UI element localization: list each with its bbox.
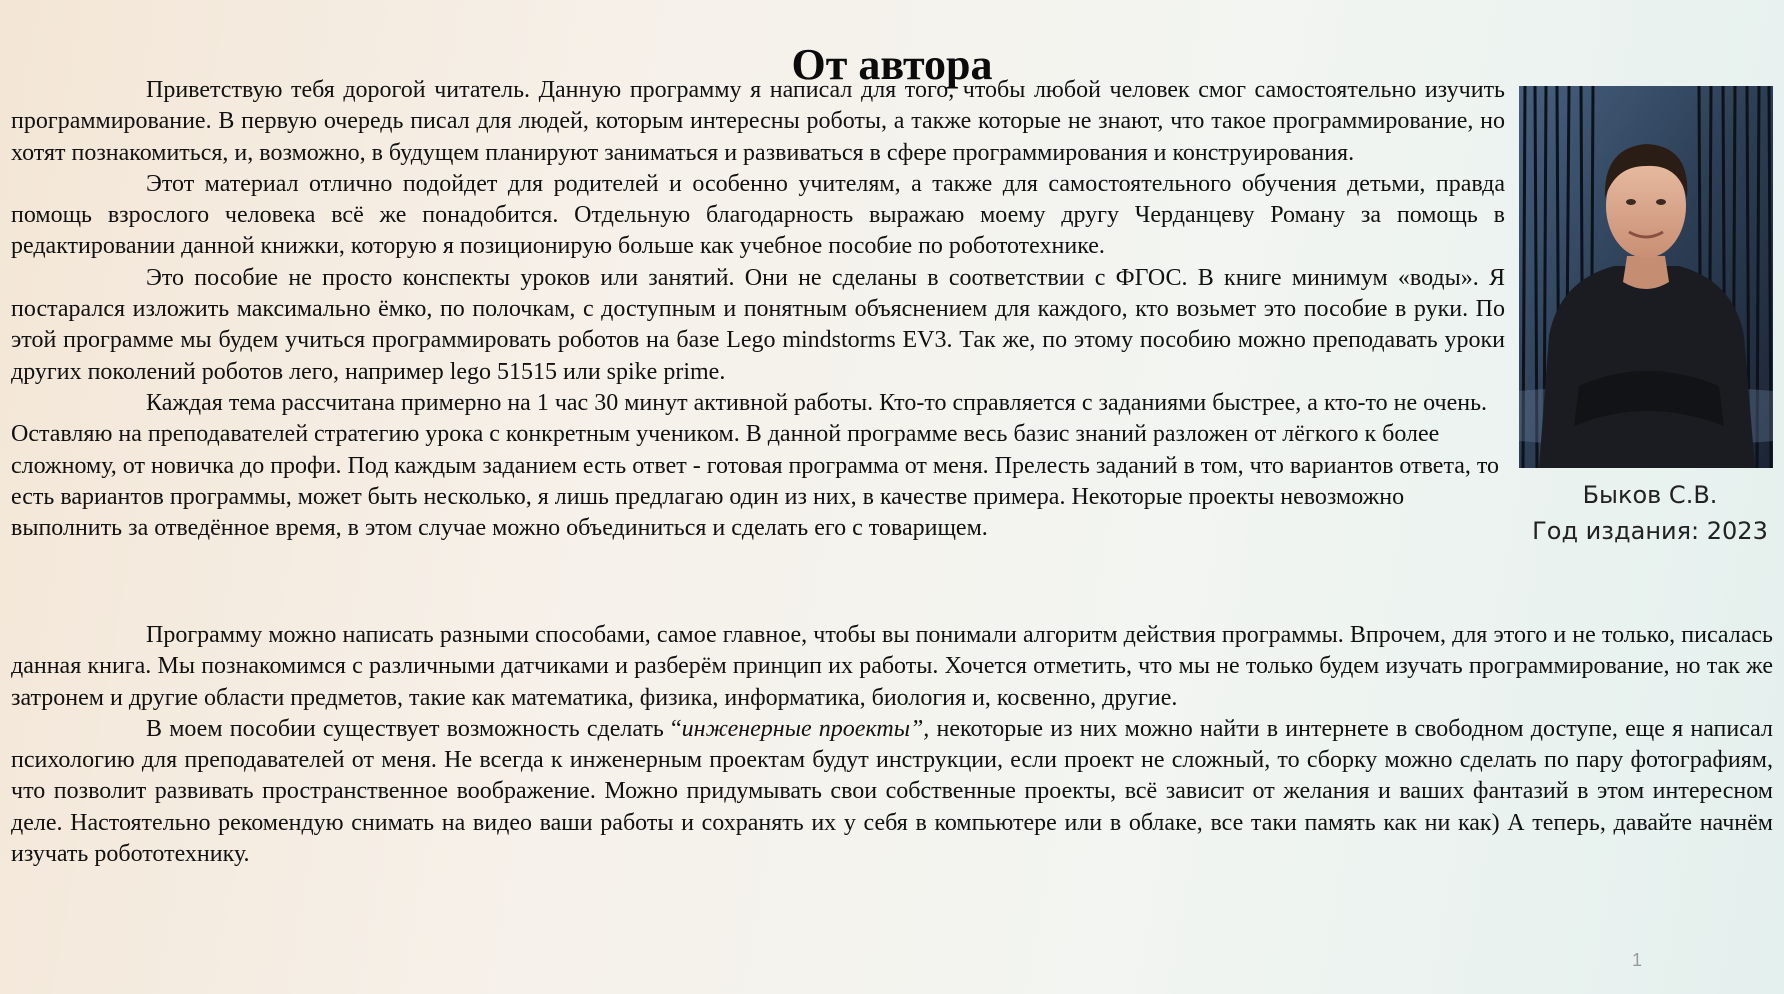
paragraph-lesson-duration: Каждая тема рассчитана примерно на 1 час 30 минут активной работы. Кто-то справляется с заданиями быстрее, а кто-то не очень. Оставляю на преподавателей стратегию урока с конкретным учеником. В данной программе весь базис знаний разложен от лёгкого к более сложному, от новичка до профи. Под каждым заданием есть ответ - готовая программа от меня. Прелесть заданий в том, что вариантов ответа, то есть вариантов программы, может быть несколько, я лишь предлагаю один из них, в качестве примера. Некоторые проекты невозможно выполнить за отведённое время, в этом случае можно объединиться и сделать его с товарищем.: [11, 389, 1500, 542]
author-photo: [1519, 86, 1773, 468]
paragraph-greeting: Приветствую тебя дорогой читатель. Данную программу я написал для того, чтобы любой человек смог самостоятельно изучить программирование. В первую очередь писал для людей, которым интересны роботы, а также которые не знают, что такое программирование, но хотят познакомиться, и, возможно, в будущем планируют заниматься и развиваться в сфере программирования и конструирования.: [11, 77, 1505, 166]
paragraph-text-end: некоторые из них можно найти в интернете в свободном доступе, еще я написал психологию для преподавателей от меня. Не всегда к инженерным проектам будут инструкции, если проект не сложный, то сборку можно сделать по пару фотографиям, что позволит развивать пространственное воображение. Можно придумывать свои собственные проекты, всё зависит от желания и ваших фантазий в этом интересном деле. Настоятельно рекомендую снимать на видео ваши работы и сохранять их у себя в компьютере или в облаке, все таки память как ни как) А теперь, давайте начнём изучать робототехнику.: [11, 715, 1774, 868]
author-portrait-illustration: [1519, 86, 1773, 468]
paragraph-engineering-projects: [11, 714, 1773, 870]
paragraph-programming-methods: Программу можно написать разными способами, самое главное, чтобы вы понимали алгоритм действия программы. Впрочем, для этого и не только, писалась данная книга. Мы познакомимся с различными датчиками и разберём принцип их работы. Хочется отметить, что мы не только будем изучать программирование, но так же затронем и другие области предметов, такие как математика, физика, информатика, биология и, косвенно, другие.: [11, 622, 1773, 711]
intro-text-block: [11, 75, 1505, 544]
paragraph-about-book: Это пособие не просто конспекты уроков или занятий. Они не сделаны в соответствии с ФГОС. В книге минимум «воды». Я постарался изложить максимально ёмко, по полочкам, с доступным и понятным объяснением для каждого, кто возьмет это пособие в руки. По этой программе мы будем учиться программировать роботов на базе Lego mindstorms EV3. Так же, по этому пособию можно преподавать уроки других поколений роботов лего, например lego 51515 или spike prime.: [11, 264, 1505, 385]
italic-phrase: инженерные проекты”,: [681, 715, 930, 742]
main-text-block: [11, 620, 1773, 870]
author-name: Быков С.В.: [1582, 481, 1718, 509]
page-title: От автора: [791, 40, 993, 90]
publication-year: Год издания: 2023: [1532, 517, 1768, 545]
page-number: 1: [1632, 950, 1643, 970]
paragraph-text-start: В моем пособии существует возможность сделать “: [146, 715, 682, 742]
paragraph-audience: Этот материал отлично подойдет для родителей и особенно учителям, а также для самостоятельного обучения детьми, правда помощь взрослого человека всё же понадобится. Отдельную благодарность выражаю моему другу Черданцеву Роману за помощь в редактировании данной книжки, которую я позиционирую больше как учебное пособие по робототехнике.: [11, 170, 1505, 260]
